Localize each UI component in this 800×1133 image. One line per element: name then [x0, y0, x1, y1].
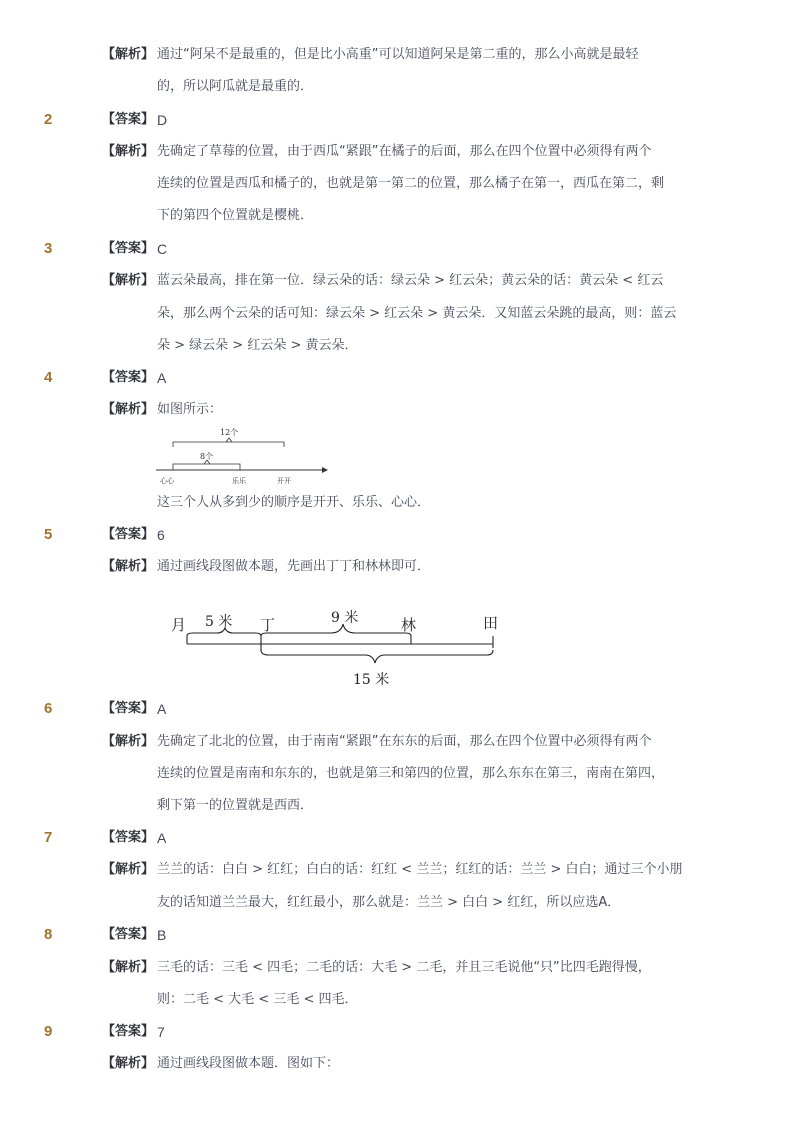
point-lin: 林	[401, 616, 417, 634]
answer-label: 【答案】	[102, 701, 155, 716]
analysis-line: 的，所以阿瓜就是最重的．	[157, 79, 314, 94]
analysis-line: 朵 > 绿云朵 > 红云朵 > 黄云朵．	[157, 338, 358, 353]
analysis-label: 【解析】	[102, 734, 155, 749]
analysis-label: 【解析】	[102, 960, 155, 975]
analysis-line: 先确定了草莓的位置，由于西瓜“紧跟”在橘子的后面，那么在四个位置中必须得有两个	[157, 144, 652, 159]
item-9-answer	[0, 1021, 800, 1045]
item-1-analysis-cont	[0, 76, 800, 100]
answer-value: 7	[157, 1024, 165, 1040]
analysis-line: 通过画线段图做本题．图如下：	[157, 1056, 340, 1071]
line-segment-diagram-4	[150, 422, 340, 490]
analysis-line: 三毛的话：三毛 < 四毛；二毛的话：大毛 > 二毛，并且三毛说他“只”比四毛跑得慢，	[157, 960, 651, 975]
question-number: 5	[44, 526, 53, 543]
analysis-line: 通过“阿呆不是最重的，但是比小高重”可以知道阿呆是第二重的，那么小高就是最轻	[157, 47, 639, 62]
analysis-line: 如图所示：	[157, 402, 223, 417]
question-number: 3	[44, 240, 53, 257]
item-2-analysis-cont	[0, 205, 800, 229]
analysis-label: 【解析】	[102, 1056, 155, 1071]
answer-value: C	[157, 241, 168, 257]
analysis-label: 【解析】	[102, 47, 155, 62]
answer-label: 【答案】	[102, 830, 155, 845]
answer-label: 【答案】	[102, 527, 155, 542]
analysis-label: 【解析】	[102, 862, 155, 877]
answer-label: 【答案】	[102, 927, 155, 942]
item-8-analysis-cont	[0, 989, 800, 1013]
item-7-analysis	[0, 859, 800, 883]
item-3-analysis-cont	[0, 335, 800, 359]
point-lele: 乐乐	[232, 477, 246, 485]
question-number: 7	[44, 829, 53, 846]
item-5-analysis	[0, 556, 800, 580]
item-2-analysis	[0, 141, 800, 165]
item-4-analysis	[0, 399, 800, 423]
item-4-answer	[0, 367, 800, 391]
item-4-conclusion	[0, 492, 800, 516]
answer-label: 【答案】	[102, 1024, 155, 1039]
analysis-line: 朵，那么两个云朵的话可知：绿云朵 > 红云朵 > 黄云朵．又知蓝云朵跳的最高，则：蓝云	[157, 306, 677, 321]
answer-value: D	[157, 112, 168, 128]
point-xinxin: 心心	[160, 477, 174, 485]
item-9-analysis	[0, 1053, 800, 1077]
answer-label: 【答案】	[102, 370, 155, 385]
answer-value: A	[157, 830, 167, 846]
label-12: 12个	[220, 428, 239, 437]
analysis-line: 先确定了北北的位置，由于南南“紧跟”在东东的后面，那么在四个位置中必须得有两个	[157, 734, 652, 749]
line-segment-diagram-5	[165, 600, 510, 692]
item-5-answer	[0, 524, 800, 548]
item-3-analysis-cont	[0, 303, 800, 327]
analysis-line: 连续的位置是西瓜和橘子的，也就是第一第二的位置，那么橘子在第一，西瓜在第二，剩	[157, 176, 665, 191]
analysis-label: 【解析】	[102, 559, 155, 574]
item-7-analysis-cont	[0, 892, 800, 916]
segment-5m: 5 米	[205, 614, 233, 630]
point-tian: 田	[483, 614, 499, 632]
analysis-label: 【解析】	[102, 144, 155, 159]
item-6-answer	[0, 698, 800, 722]
analysis-label: 【解析】	[102, 273, 155, 288]
analysis-label: 【解析】	[102, 402, 155, 417]
analysis-line: 连续的位置是南南和东东的，也就是第三和第四的位置，那么东东在第三，南南在第四，	[157, 766, 665, 781]
analysis-line: 剩下第一的位置就是西西．	[157, 798, 314, 813]
item-6-analysis	[0, 731, 800, 755]
label-8: 8个	[200, 452, 214, 461]
analysis-line: 下的第四个位置就是樱桃．	[157, 208, 314, 223]
question-number: 9	[44, 1023, 53, 1040]
question-number: 8	[44, 926, 53, 943]
answer-value: B	[157, 927, 167, 943]
item-6-analysis-cont	[0, 763, 800, 787]
item-6-analysis-cont	[0, 795, 800, 819]
question-number: 2	[44, 111, 53, 128]
answer-label: 【答案】	[102, 241, 155, 256]
analysis-line: 通过画线段图做本题，先画出丁丁和林林即可．	[157, 559, 431, 574]
item-7-answer	[0, 827, 800, 851]
item-2-answer	[0, 109, 800, 133]
answer-value: 6	[157, 527, 165, 543]
item-3-analysis	[0, 270, 800, 294]
item-8-answer	[0, 924, 800, 948]
answer-value: A	[157, 370, 167, 386]
analysis-line: 兰兰的话：白白 > 红红；白白的话：红红 < 兰兰；红红的话：兰兰 > 白白；通过三个小朋	[157, 862, 683, 877]
point-ding: 丁	[260, 616, 276, 634]
question-number: 4	[44, 369, 53, 386]
analysis-line: 蓝云朵最高，排在第一位．绿云朵的话：绿云朵 > 红云朵；黄云朵的话：黄云朵 < 红云	[157, 273, 664, 288]
segment-15m: 15 米	[353, 672, 390, 688]
item-1-analysis	[0, 44, 800, 68]
item-3-answer	[0, 238, 800, 262]
analysis-line: 友的话知道兰兰最大，红红最小，那么就是：兰兰 > 白白 > 红红，所以应选A．	[157, 895, 621, 910]
question-number: 6	[44, 700, 53, 717]
item-8-analysis	[0, 957, 800, 981]
answer-label: 【答案】	[102, 112, 155, 127]
point-kaikai: 开开	[277, 477, 291, 485]
analysis-line: 这三个人从多到少的顺序是开开、乐乐、心心．	[157, 495, 431, 510]
answer-value: A	[157, 701, 167, 717]
item-2-analysis-cont	[0, 173, 800, 197]
analysis-line: 则：二毛 < 大毛 < 三毛 < 四毛．	[157, 992, 358, 1007]
segment-9m: 9 米	[331, 610, 359, 626]
point-yue: 月	[171, 616, 187, 634]
